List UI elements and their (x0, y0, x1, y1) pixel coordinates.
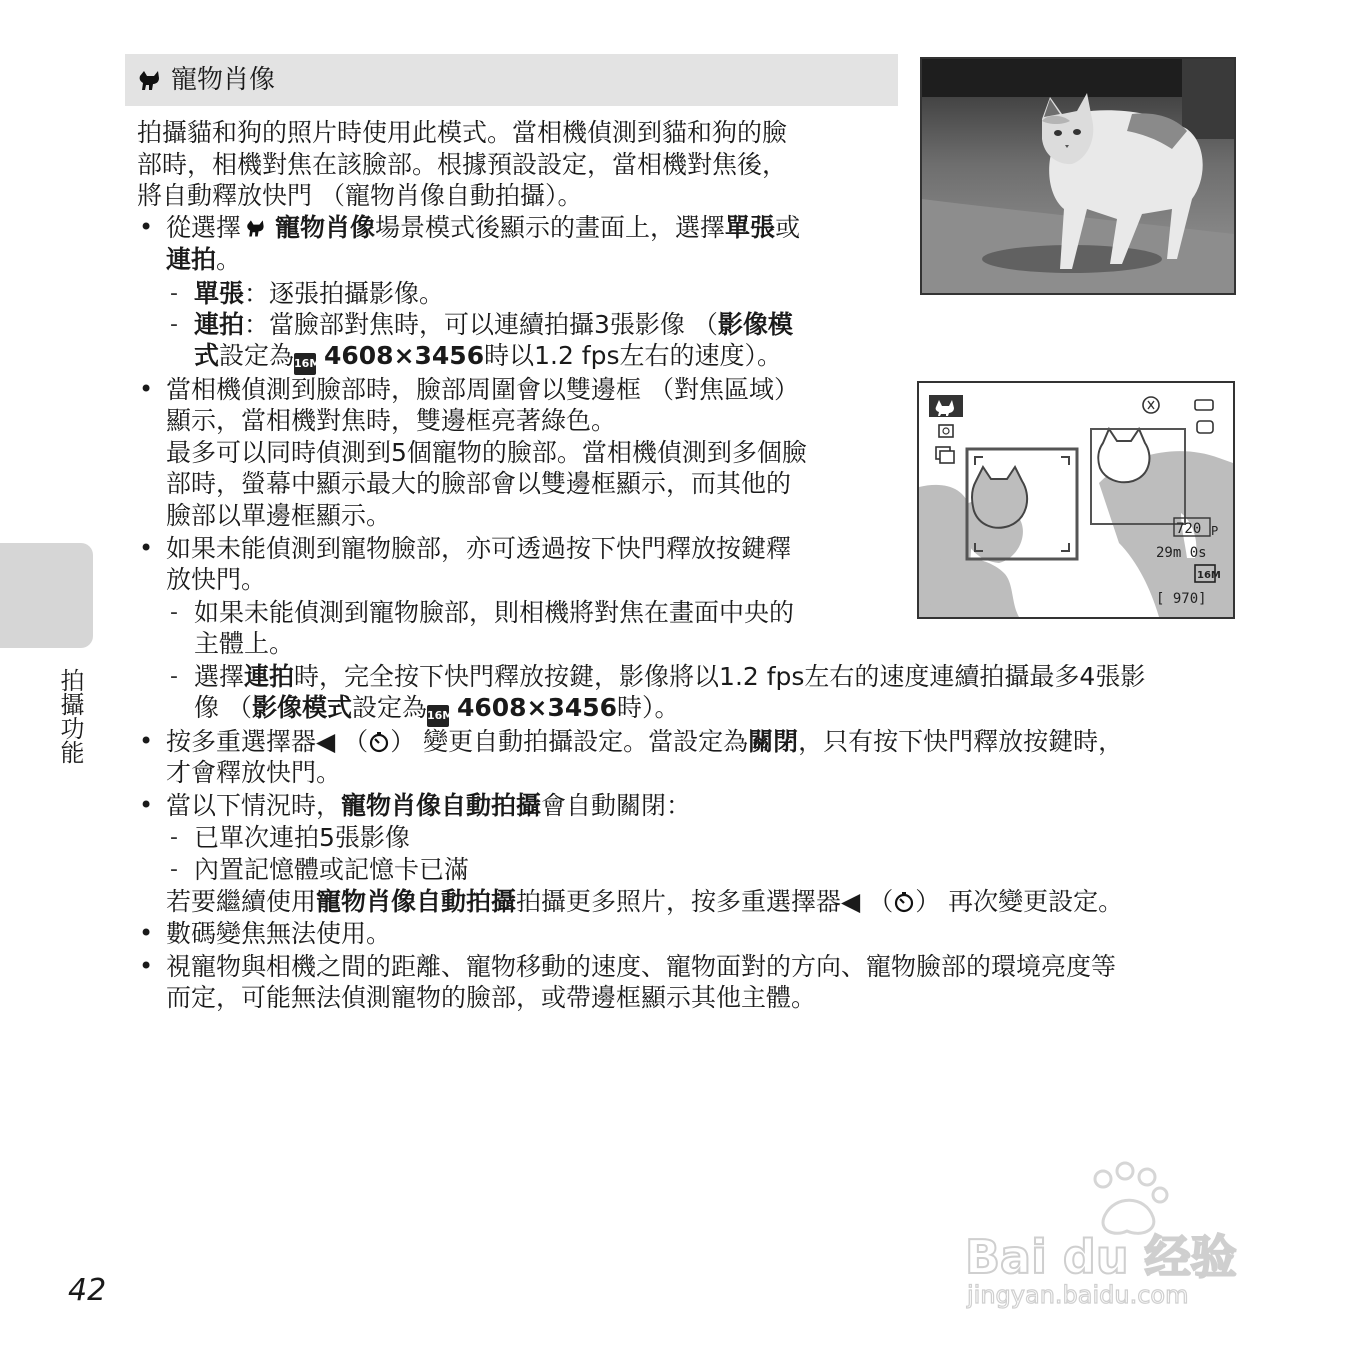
watermark-logo: Bai du 经验 (965, 1230, 1237, 1284)
cat-photo (920, 57, 1236, 295)
bullet5-sub1: 已單次連拍5張影像 (194, 823, 410, 852)
bullet-dot: • (139, 727, 154, 755)
bullet7-line-2: 而定，可能無法偵測寵物的臉部，或帶邊框顯示其他主體。 (166, 983, 817, 1012)
chapter-label: 拍攝功能 (56, 668, 84, 764)
intro-line-1: 拍攝貓和狗的照片時使用此模式。當相機偵測到貓和狗的臉 (137, 118, 788, 147)
pet-icon (137, 67, 163, 93)
baidu-watermark (955, 1155, 1285, 1315)
bullet-dot: • (139, 534, 154, 562)
bullet-dot: • (139, 952, 154, 980)
shots-remaining: [ 970] (1156, 591, 1207, 607)
bullet1-line-1: 從選擇 寵物肖像場景模式後顯示的畫面上，選擇單張或 (166, 213, 801, 242)
screen-illustration (919, 383, 1233, 617)
movie-mode: 720 (1176, 521, 1202, 537)
chapter-tab (0, 543, 93, 648)
movie-mode-p: P (1211, 524, 1219, 538)
sub-dash: - (170, 281, 178, 306)
bullet4-line-2: 才會釋放快門。 (166, 758, 342, 787)
bullet2-line-1: 當相機偵測到臉部時，臉部周圍會以雙邊框 （對焦區域） (166, 375, 799, 404)
section-title: 寵物肖像 (171, 65, 276, 95)
page-number: 42 (68, 1273, 107, 1308)
bullet3-sub2-line-2: 像 （影像模式設定為16M 4608×3456時）。 (194, 692, 680, 727)
pet-icon (243, 217, 269, 239)
bullet-dot: • (139, 213, 154, 241)
bullet2-line-3: 最多可以同時偵測到5個寵物的臉部。當相機偵測到多個臉 (166, 438, 807, 467)
bullet6-line: 數碼變焦無法使用。 (166, 919, 392, 948)
camera-screen (917, 381, 1235, 619)
bullet-dot: • (139, 375, 154, 403)
sub-dash: - (170, 664, 178, 689)
watermark-url: jingyan.baidu.com (967, 1281, 1189, 1309)
bullet3-line-1: 如果未能偵測到寵物臉部，亦可透過按下快門釋放按鍵釋 (166, 534, 792, 563)
sub-dash: - (170, 312, 178, 337)
bullet1-sub1: 單張：逐張拍攝影像。 (194, 279, 445, 308)
image-size-icon: 16M (427, 705, 449, 727)
bullet2-line-4: 部時，螢幕中顯示最大的臉部會以雙邊框顯示，而其他的 (166, 469, 792, 498)
bullet2-line-5: 臉部以單邊框顯示。 (166, 501, 392, 530)
bullet3-sub2-line-1: 選擇連拍時，完全按下快門釋放按鍵，影像將以1.2 fps左右的速度連續拍攝最多4張影 (194, 662, 1146, 691)
bullet2-line-2: 顯示，當相機對焦時，雙邊框亮著綠色。 (166, 406, 617, 435)
intro-line-3: 將自動釋放快門 （寵物肖像自動拍攝）。 (137, 181, 583, 210)
image-mode: 16M (1197, 570, 1221, 581)
image-size-icon: 16M (294, 353, 316, 375)
bullet-dot: • (139, 919, 154, 947)
bullet1-sub2-line-2: 式設定為16M 4608×3456時以1.2 fps左右的速度）。 (194, 340, 782, 375)
bullet3-sub1-line-1: 如果未能偵測到寵物臉部，則相機將對焦在畫面中央的 (194, 598, 795, 627)
bullet1-sub2-line-1: 連拍：當臉部對焦時，可以連續拍攝3張影像 （影像模 (194, 310, 793, 339)
sub-dash: - (170, 825, 178, 850)
bullet7-line-1: 視寵物與相機之間的距離、寵物移動的速度、寵物面對的方向、寵物臉部的環境亮度等 (166, 952, 1117, 981)
self-timer-icon (368, 731, 390, 753)
self-timer-icon (893, 891, 915, 913)
sub-dash: - (170, 857, 178, 882)
remaining-time: 29m 0s (1156, 545, 1207, 561)
bullet5-note: 若要繼續使用寵物肖像自動拍攝拍攝更多照片，按多重選擇器◀ （ ） 再次變更設定。 (166, 887, 1124, 916)
bullet5-sub2: 內置記憶體或記憶卡已滿 (194, 855, 470, 884)
sub-dash: - (170, 600, 178, 625)
bullet4-line-1: 按多重選擇器◀ （ ） 變更自動拍攝設定。當設定為關閉，只有按下快門釋放按鍵時， (166, 727, 1124, 756)
bullet1-line-2: 連拍。 (166, 245, 242, 274)
section-header (125, 54, 898, 106)
intro-line-2: 部時，相機對焦在該臉部。根據預設設定，當相機對焦後， (137, 150, 788, 179)
bullet3-line-2: 放快門。 (166, 565, 267, 594)
bullet5-line-1: 當以下情況時，寵物肖像自動拍攝會自動關閉： (166, 791, 692, 820)
bullet-dot: • (139, 791, 154, 819)
bullet3-sub1-line-2: 主體上。 (194, 629, 295, 658)
